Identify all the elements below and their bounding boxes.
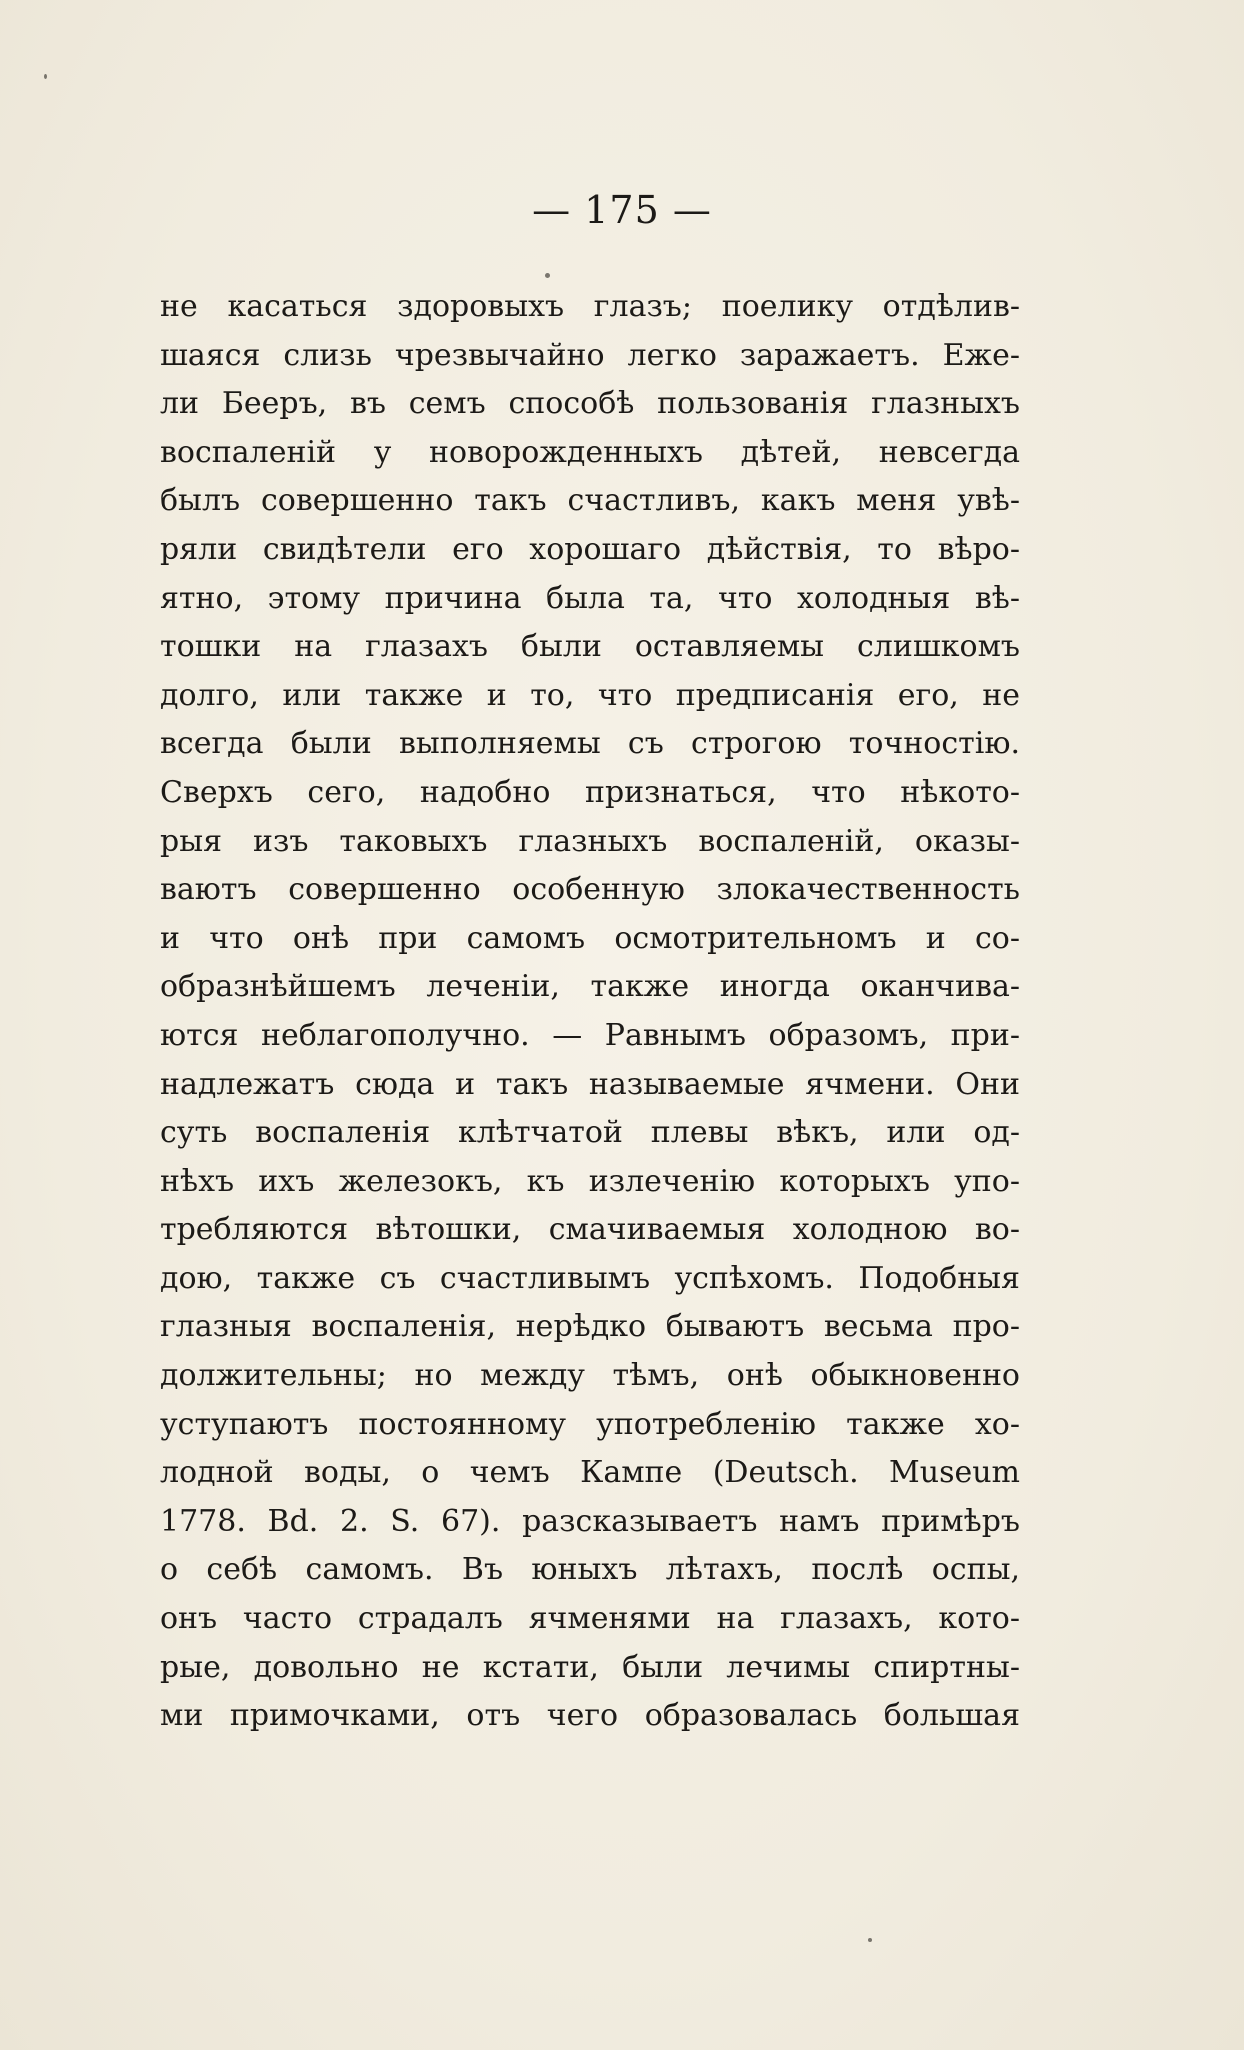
- text-line: нѣхъ ихъ железокъ, къ излеченію которыхъ упо-: [160, 1163, 1020, 1199]
- text-line: не касаться здоровыхъ глазъ; поелику отдѣлив-: [160, 289, 1020, 324]
- text-line: надлежатъ сюда и такъ называемые ячмени. Они: [160, 1066, 1020, 1102]
- text-line: воспаленій у новорожденныхъ дѣтей, невсегда: [160, 434, 1020, 470]
- page-number: — 175 —: [532, 188, 712, 232]
- text-line: онъ часто страдалъ ячменями на глазахъ, кото-: [160, 1601, 1020, 1637]
- text-line: и что онѣ при самомъ осмотрительномъ и со-: [160, 920, 1020, 956]
- text-line: дою, также съ счастливымъ успѣхомъ. Подобныя: [160, 1260, 1020, 1296]
- text-line: Сверхъ сего, надобно признаться, что нѣкото-: [160, 774, 1020, 810]
- text-line: рыя изъ таковыхъ глазныхъ воспаленій, оказы-: [160, 823, 1020, 859]
- text-line: ли Бееръ, въ семъ способѣ пользованія глазныхъ: [160, 386, 1020, 422]
- text-line: былъ совершенно такъ счастливъ, какъ меня увѣ-: [160, 483, 1020, 519]
- text-line: ми примочками, отъ чего образовалась большая: [160, 1698, 1020, 1734]
- paper-speck: [44, 74, 47, 79]
- text-line: ятно, этому причина была та, что холодныя вѣ-: [160, 580, 1020, 616]
- text-line: 1778. Bd. 2. S. 67). разсказываетъ намъ примѣръ: [160, 1503, 1020, 1539]
- text-line: долго, или также и то, что предписанія его, не: [160, 677, 1020, 713]
- paper-speck: [868, 1938, 872, 1942]
- text-line: шаяся слизь чрезвычайно легко заражаетъ. Еже-: [160, 337, 1020, 373]
- text-line: образнѣйшемъ леченіи, также иногда оканчива-: [160, 969, 1020, 1005]
- text-line: рые, довольно не кстати, были лечимы спиртны-: [160, 1649, 1020, 1685]
- text-line: ются неблагополучно. — Равнымъ образомъ, при-: [160, 1017, 1020, 1053]
- paper-speck: [545, 273, 550, 278]
- text-line: глазныя воспаленія, нерѣдко бываютъ весьма про-: [160, 1309, 1020, 1345]
- text-line: должительны; но между тѣмъ, онѣ обыкновенно: [160, 1358, 1020, 1394]
- text-line: суть воспаленія клѣтчатой плевы вѣкъ, или од-: [160, 1115, 1020, 1151]
- text-line: ряли свидѣтели его хорошаго дѣйствія, то вѣро-: [160, 531, 1020, 567]
- text-line: всегда были выполняемы съ строгою точностію.: [160, 726, 1020, 762]
- text-line: уступаютъ постоянному употребленію также хо-: [160, 1406, 1020, 1442]
- body-text: [160, 283, 1020, 1741]
- text-line: лодной воды, о чемъ Кампе (Deutsch. Museum: [160, 1455, 1020, 1491]
- text-line: о себѣ самомъ. Въ юныхъ лѣтахъ, послѣ оспы,: [160, 1552, 1020, 1588]
- text-line: требляются вѣтошки, смачиваемыя холодною во-: [160, 1212, 1020, 1248]
- text-line: тошки на глазахъ были оставляемы слишкомъ: [160, 629, 1020, 665]
- text-line: ваютъ совершенно особенную злокачественность: [160, 872, 1020, 908]
